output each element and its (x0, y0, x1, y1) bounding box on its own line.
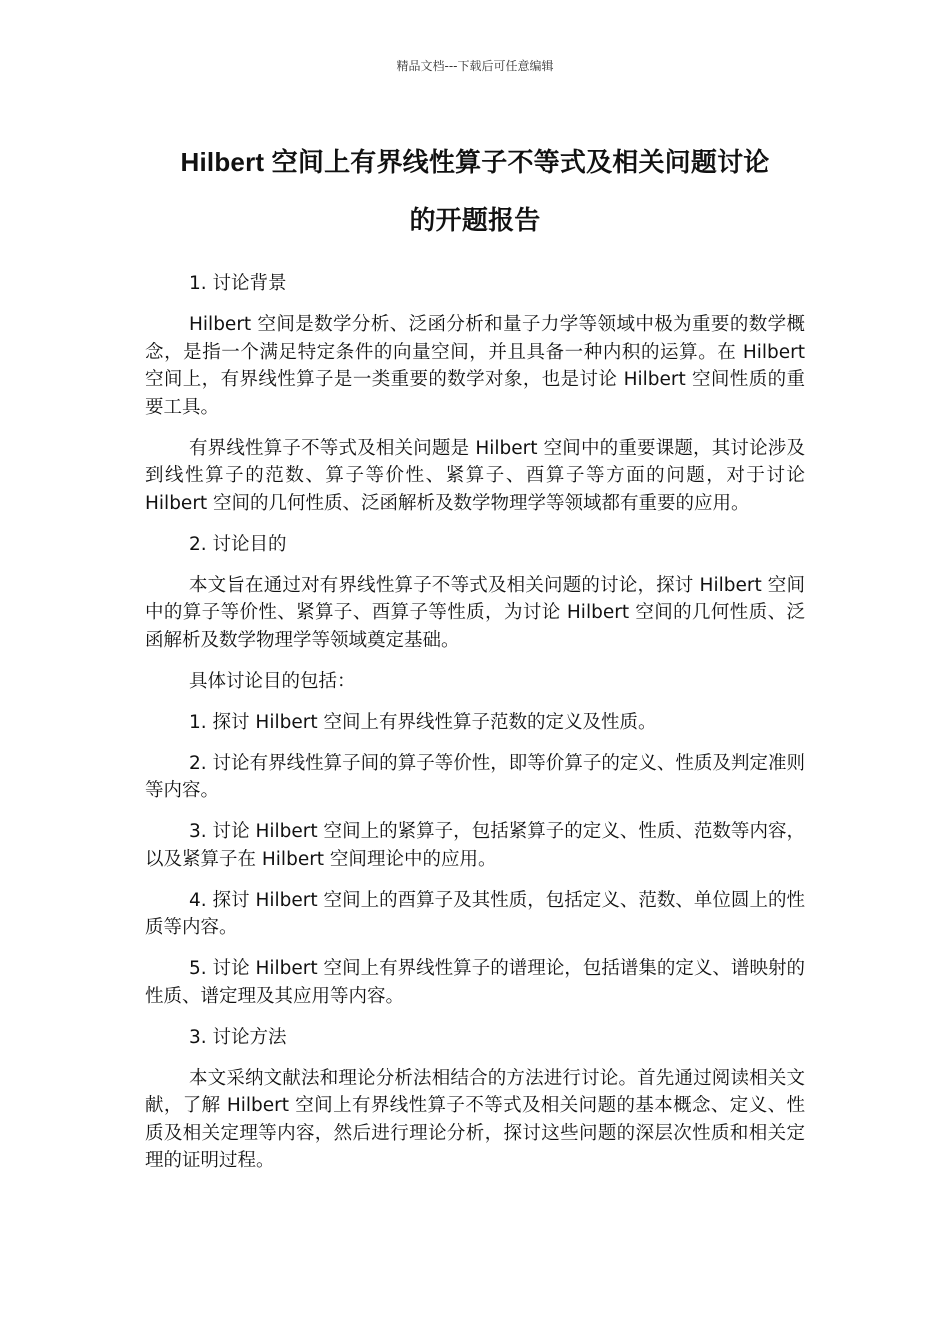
list-item: 2. 讨论有界线性算子间的算子等价性，即等价算子的定义、性质及判定准则等内容。 (145, 752, 805, 801)
list-item: 4. 探讨 Hilbert 空间上的酉算子及其性质，包括定义、范数、单位圆上的性质等内容。 (145, 889, 805, 938)
paragraph: 本文采纳文献法和理论分析法相结合的方法进行讨论。首先通过阅读相关文献，了解 Hilbert 空间上有界线性算子不等式及相关问题的基本概念、定义、性质及相关定理等内容，然后进行理论分析，探讨这些问题的深层次性质和相关定理的证明过程。 (145, 1067, 805, 1171)
document-title (145, 133, 805, 249)
section-heading-method: 3. 讨论方法 (189, 1026, 287, 1048)
document-body (145, 270, 805, 1188)
paragraph: 具体讨论目的包括： (189, 670, 356, 692)
list-item: 3. 讨论 Hilbert 空间上的紧算子，包括紧算子的定义、性质、范数等内容，以及紧算子在 Hilbert 空间理论中的应用。 (145, 821, 805, 870)
title-line-2: 的开题报告 (409, 205, 541, 235)
section-heading-purpose: 2. 讨论目的 (189, 533, 287, 555)
title-line-1: Hilbert 空间上有界线性算子不等式及相关问题讨论 (180, 147, 770, 177)
page-header: 精品文档---下载后可任意编辑 (396, 59, 554, 73)
paragraph: 有界线性算子不等式及相关问题是 Hilbert 空间中的重要课题，其讨论涉及到线性算子的范数、算子等价性、紧算子、酉算子等方面的问题，对于讨论 Hilbert 空间的几何性质、泛函解析及数学物理学等领域都有重要的应用。 (145, 437, 805, 514)
paragraph: 本文旨在通过对有界线性算子不等式及相关问题的讨论，探讨 Hilbert 空间中的算子等价性、紧算子、酉算子等性质，为讨论 Hilbert 空间的几何性质、泛函解析及数学物理学等领域奠定基础。 (145, 574, 805, 651)
section-heading-background: 1. 讨论背景 (189, 273, 287, 294)
paragraph: Hilbert 空间是数学分析、泛函分析和量子力学等领域中极为重要的数学概念，是指一个满足特定条件的向量空间，并且具备一种内积的运算。在 Hilbert 空间上，有界线性算子是一类重要的数学对象，也是讨论 Hilbert 空间性质的重要工具。 (145, 314, 805, 418)
list-item: 5. 讨论 Hilbert 空间上有界线性算子的谱理论，包括谱集的定义、谱映射的性质、谱定理及其应用等内容。 (145, 958, 805, 1007)
list-item: 1. 探讨 Hilbert 空间上有界线性算子范数的定义及性质。 (189, 711, 657, 733)
